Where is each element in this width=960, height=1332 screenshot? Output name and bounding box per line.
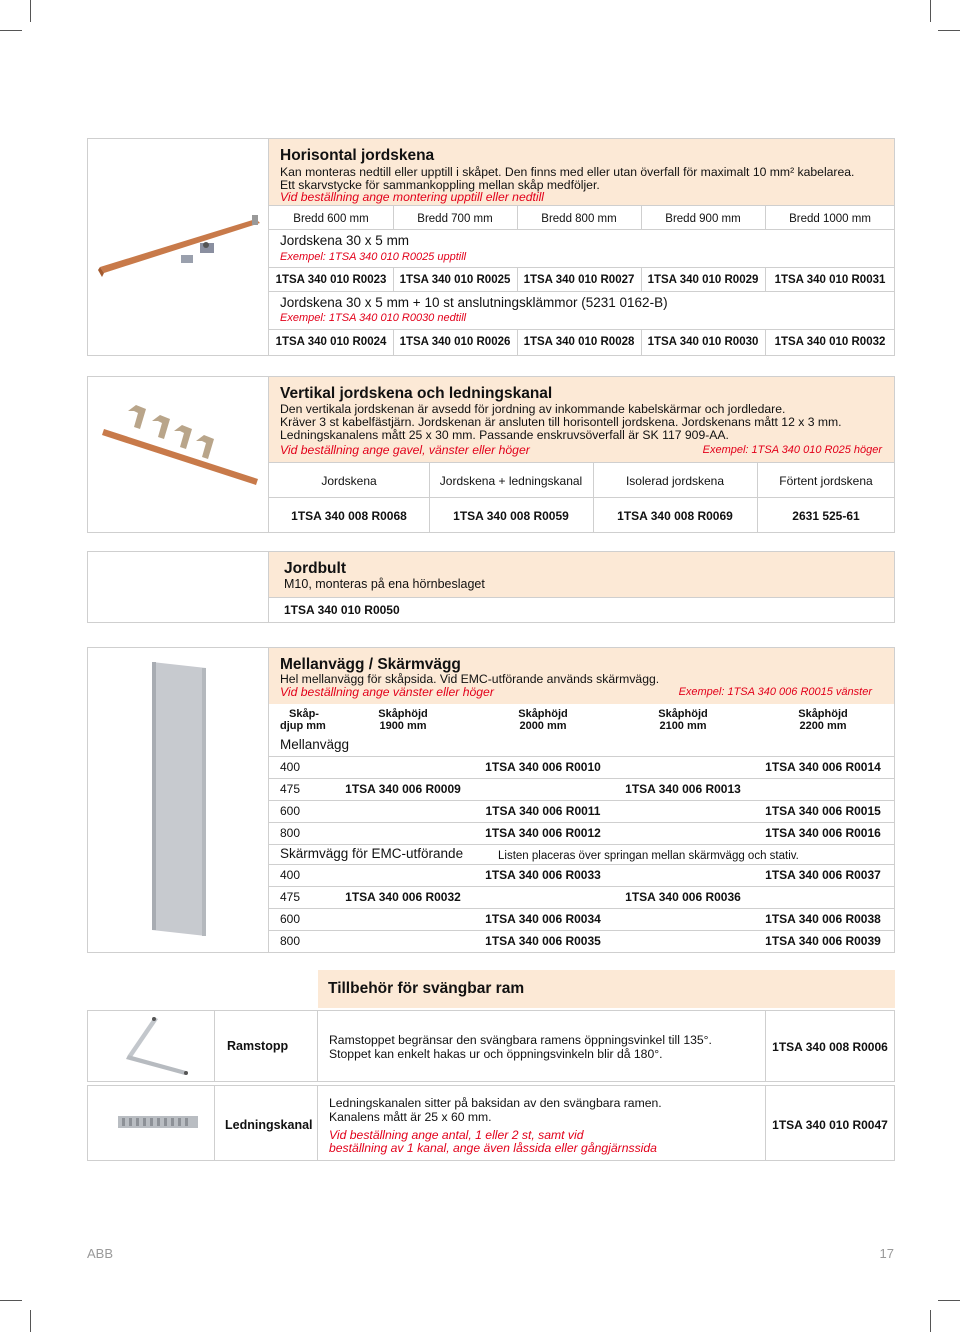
product-code: 1TSA 340 006 R0014	[765, 760, 881, 774]
column-header: 2200 mm	[799, 720, 847, 732]
divider	[269, 886, 894, 887]
section-partition-wall	[87, 647, 895, 953]
product-code: 1TSA 340 006 R0016	[765, 826, 881, 840]
divider	[765, 205, 766, 229]
column-header: Bredd 900 mm	[665, 213, 741, 225]
row-example: Exempel: 1TSA 340 010 R0025 upptill	[280, 251, 467, 263]
section-horizontal-earth-bar	[87, 138, 895, 356]
footer-brand: ABB	[87, 1246, 114, 1261]
divider	[269, 597, 894, 598]
description-line: Ledningskanalens mått 25 x 30 mm. Passande enskruvsöverfall är SK 117 909-AA.	[280, 428, 729, 442]
section-title: Jordbult	[284, 560, 346, 577]
order-note: Vid beställning ange vänster eller höger	[280, 685, 494, 699]
divider	[269, 291, 894, 292]
column-header: djup mm	[280, 720, 326, 732]
crop-mark	[0, 30, 22, 31]
description-line: M10, monteras på ena hörnbeslaget	[284, 577, 485, 591]
accessory-desc-line: Ledningskanalen sitter på baksidan av den svängbara ramen.	[329, 1096, 662, 1110]
crop-mark	[938, 1300, 960, 1301]
column-header: Jordskena + ledningskanal	[439, 474, 583, 488]
footer-page-number: 17	[879, 1246, 894, 1261]
product-code: 1TSA 340 010 R0031	[774, 274, 886, 286]
product-code: 1TSA 340 010 R0024	[275, 336, 387, 348]
row-label: Jordskena 30 x 5 mm	[280, 233, 410, 248]
product-code: 1TSA 340 006 R0033	[485, 868, 601, 882]
description-line: Kan monteras nedtill eller upptill i skåpet. Den finns med eller utan överfall för maximalt 10 mm² kabelarea.	[280, 165, 855, 179]
column-header: Förtent jordskena	[779, 474, 873, 488]
column-header: Bredd 1000 mm	[789, 213, 871, 225]
earth-bar-image	[88, 139, 268, 355]
product-code: 1TSA 340 008 R0059	[453, 509, 569, 523]
section-title: Horisontal jordskena	[280, 147, 435, 164]
product-code: 1TSA 340 006 R0013	[625, 782, 741, 796]
column-header: Bredd 600 mm	[293, 213, 369, 225]
product-code: 1TSA 340 006 R0032	[345, 890, 461, 904]
order-example: Exempel: 1TSA 340 006 R0015 vänster	[678, 686, 872, 698]
accessory-name: Ledningskanal	[225, 1118, 313, 1132]
accessory-desc-line: Ramstoppet begränsar den svängbara ramens öppningsvinkel till 135°.	[329, 1033, 712, 1047]
crop-mark	[938, 30, 960, 31]
crop-mark	[30, 1310, 31, 1332]
product-code: 1TSA 340 010 R0047	[772, 1118, 888, 1132]
divider	[393, 267, 394, 291]
depth-value: 800	[280, 934, 301, 948]
divider	[269, 462, 894, 463]
order-note: Vid beställning ange antal, 1 eller 2 st, samt vid	[329, 1128, 584, 1142]
frame-stop-image	[88, 1011, 214, 1081]
product-image-cell	[88, 139, 269, 355]
order-note: Vid beställning ange montering upptill eller nedtill	[280, 190, 545, 204]
column-header: 2100 mm	[659, 720, 707, 732]
depth-value: 800	[280, 826, 301, 840]
description-line: Ett skarvstycke för sammankoppling mellan skåp medföljer.	[280, 178, 600, 192]
crop-mark	[0, 1300, 22, 1301]
divider	[269, 778, 894, 779]
divider	[593, 462, 594, 533]
product-code: 1TSA 340 006 R0009	[345, 782, 461, 796]
product-image-cell	[88, 1011, 215, 1081]
product-code: 1TSA 340 010 R0050	[284, 603, 400, 617]
section-accessories	[318, 970, 895, 1008]
accessory-row-ledningskanal	[87, 1085, 895, 1161]
column-header: Bredd 700 mm	[417, 213, 493, 225]
product-code: 1TSA 340 008 R0006	[772, 1040, 888, 1054]
order-note: beställning av 1 kanal, ange även låssida eller gångjärnssida	[329, 1141, 657, 1155]
column-header: Skåphöjd	[798, 708, 848, 720]
product-code: 1TSA 340 006 R0015	[765, 804, 881, 818]
product-code: 1TSA 340 008 R0068	[291, 509, 407, 523]
product-code: 1TSA 340 010 R0026	[399, 336, 511, 348]
divider	[765, 329, 766, 356]
product-code: 1TSA 340 006 R0038	[765, 912, 881, 926]
group-note: Listen placeras över springan mellan skärmvägg och stativ.	[498, 850, 799, 862]
divider	[269, 497, 894, 498]
crop-mark	[930, 1310, 931, 1332]
crop-mark	[30, 0, 31, 22]
group-label: Skärmvägg för EMC-utförande	[280, 846, 464, 861]
divider	[393, 329, 394, 356]
column-header: Bredd 800 mm	[541, 213, 617, 225]
column-header: Skåphöjd	[518, 708, 568, 720]
product-code: 1TSA 340 010 R0032	[774, 336, 886, 348]
divider	[641, 329, 642, 356]
divider	[317, 1086, 318, 1160]
description-line: Den vertikala jordskenan är avsedd för jordning av inkommande kabelskärmar och jordledare.	[280, 402, 786, 416]
cable-duct-image	[88, 1086, 214, 1160]
column-header: Skåphöjd	[378, 708, 428, 720]
row-label: Jordskena 30 x 5 mm + 10 st anslutningsklämmor (5231 0162-B)	[280, 295, 668, 310]
section-title: Mellanvägg / Skärmvägg	[280, 656, 461, 673]
accessory-name: Ramstopp	[227, 1039, 289, 1053]
product-code: 1TSA 340 010 R0030	[647, 336, 759, 348]
divider	[269, 329, 894, 330]
divider	[269, 844, 894, 845]
order-note: Vid beställning ange gavel, vänster eller höger	[280, 443, 530, 457]
divider	[317, 1011, 318, 1081]
accessory-desc-line: Kanalens mått är 25 x 60 mm.	[329, 1110, 492, 1124]
divider	[429, 462, 430, 533]
divider	[269, 205, 894, 206]
column-header: Isolerad jordskena	[625, 474, 725, 488]
depth-value: 600	[280, 804, 301, 818]
divider	[269, 930, 894, 931]
product-code: 1TSA 340 006 R0037	[765, 868, 881, 882]
divider	[269, 756, 894, 757]
partition-wall-image	[88, 648, 268, 952]
product-image-cell	[88, 1086, 215, 1160]
description-line: Hel mellanvägg för skåpsida. Vid EMC-utförande används skärmvägg.	[280, 672, 660, 686]
divider	[641, 267, 642, 291]
row-example: Exempel: 1TSA 340 010 R0030 nedtill	[280, 312, 467, 324]
product-code: 1TSA 340 006 R0035	[485, 934, 601, 948]
product-image-cell	[88, 552, 269, 622]
product-code: 1TSA 340 006 R0034	[485, 912, 601, 926]
divider	[269, 800, 894, 801]
divider	[269, 267, 894, 268]
product-code: 1TSA 340 006 R0039	[765, 934, 881, 948]
column-header: 2000 mm	[519, 720, 567, 732]
column-header: 1900 mm	[379, 720, 427, 732]
product-code: 1TSA 340 010 R0029	[647, 274, 759, 286]
order-example: Exempel: 1TSA 340 010 R025 höger	[702, 444, 882, 456]
divider	[269, 908, 894, 909]
accessory-desc-line: Stoppet kan enkelt hakas ur och öppningsvinkeln blir då 180°.	[329, 1047, 663, 1061]
product-image-cell	[88, 648, 269, 952]
section-title: Vertikal jordskena och ledningskanal	[280, 385, 553, 402]
divider	[393, 205, 394, 229]
depth-value: 400	[280, 868, 301, 882]
product-code: 1TSA 340 010 R0027	[523, 274, 635, 286]
accessory-row-ramstopp	[87, 1010, 895, 1082]
depth-value: 400	[280, 760, 301, 774]
section-earth-bolt	[87, 551, 895, 623]
product-code: 1TSA 340 006 R0012	[485, 826, 601, 840]
divider	[269, 864, 894, 865]
group-label: Mellanvägg	[280, 737, 350, 752]
column-header: Jordskena	[321, 474, 377, 488]
product-code: 1TSA 340 008 R0069	[617, 509, 733, 523]
divider	[517, 205, 518, 229]
depth-value: 600	[280, 912, 301, 926]
product-code: 1TSA 340 010 R0028	[523, 336, 635, 348]
divider	[269, 952, 894, 953]
column-header: Skåp-	[289, 708, 319, 720]
description-line: Kräver 3 st kabelfästjärn. Jordskenan är ansluten till horisontell jordskena. Jordskenans mått 12 x 3 mm.	[280, 415, 842, 429]
divider	[765, 267, 766, 291]
column-header: Skåphöjd	[658, 708, 708, 720]
depth-value: 475	[280, 782, 301, 796]
section-vertical-earth-bar	[87, 376, 895, 533]
product-code: 2631 525-61	[792, 509, 860, 523]
divider	[757, 462, 758, 533]
divider	[517, 267, 518, 291]
product-code: 1TSA 340 010 R0023	[275, 274, 387, 286]
product-code: 1TSA 340 010 R0025	[399, 274, 511, 286]
product-code: 1TSA 340 006 R0011	[485, 804, 601, 818]
product-code: 1TSA 340 006 R0010	[485, 760, 601, 774]
divider	[641, 205, 642, 229]
crop-mark	[930, 0, 931, 22]
section-title: Tillbehör för svängbar ram	[328, 980, 525, 997]
divider	[269, 229, 894, 230]
product-image-cell	[88, 377, 269, 532]
divider	[269, 822, 894, 823]
depth-value: 475	[280, 890, 301, 904]
divider	[517, 329, 518, 356]
product-code: 1TSA 340 006 R0036	[625, 890, 741, 904]
vertical-bar-image	[88, 377, 268, 532]
